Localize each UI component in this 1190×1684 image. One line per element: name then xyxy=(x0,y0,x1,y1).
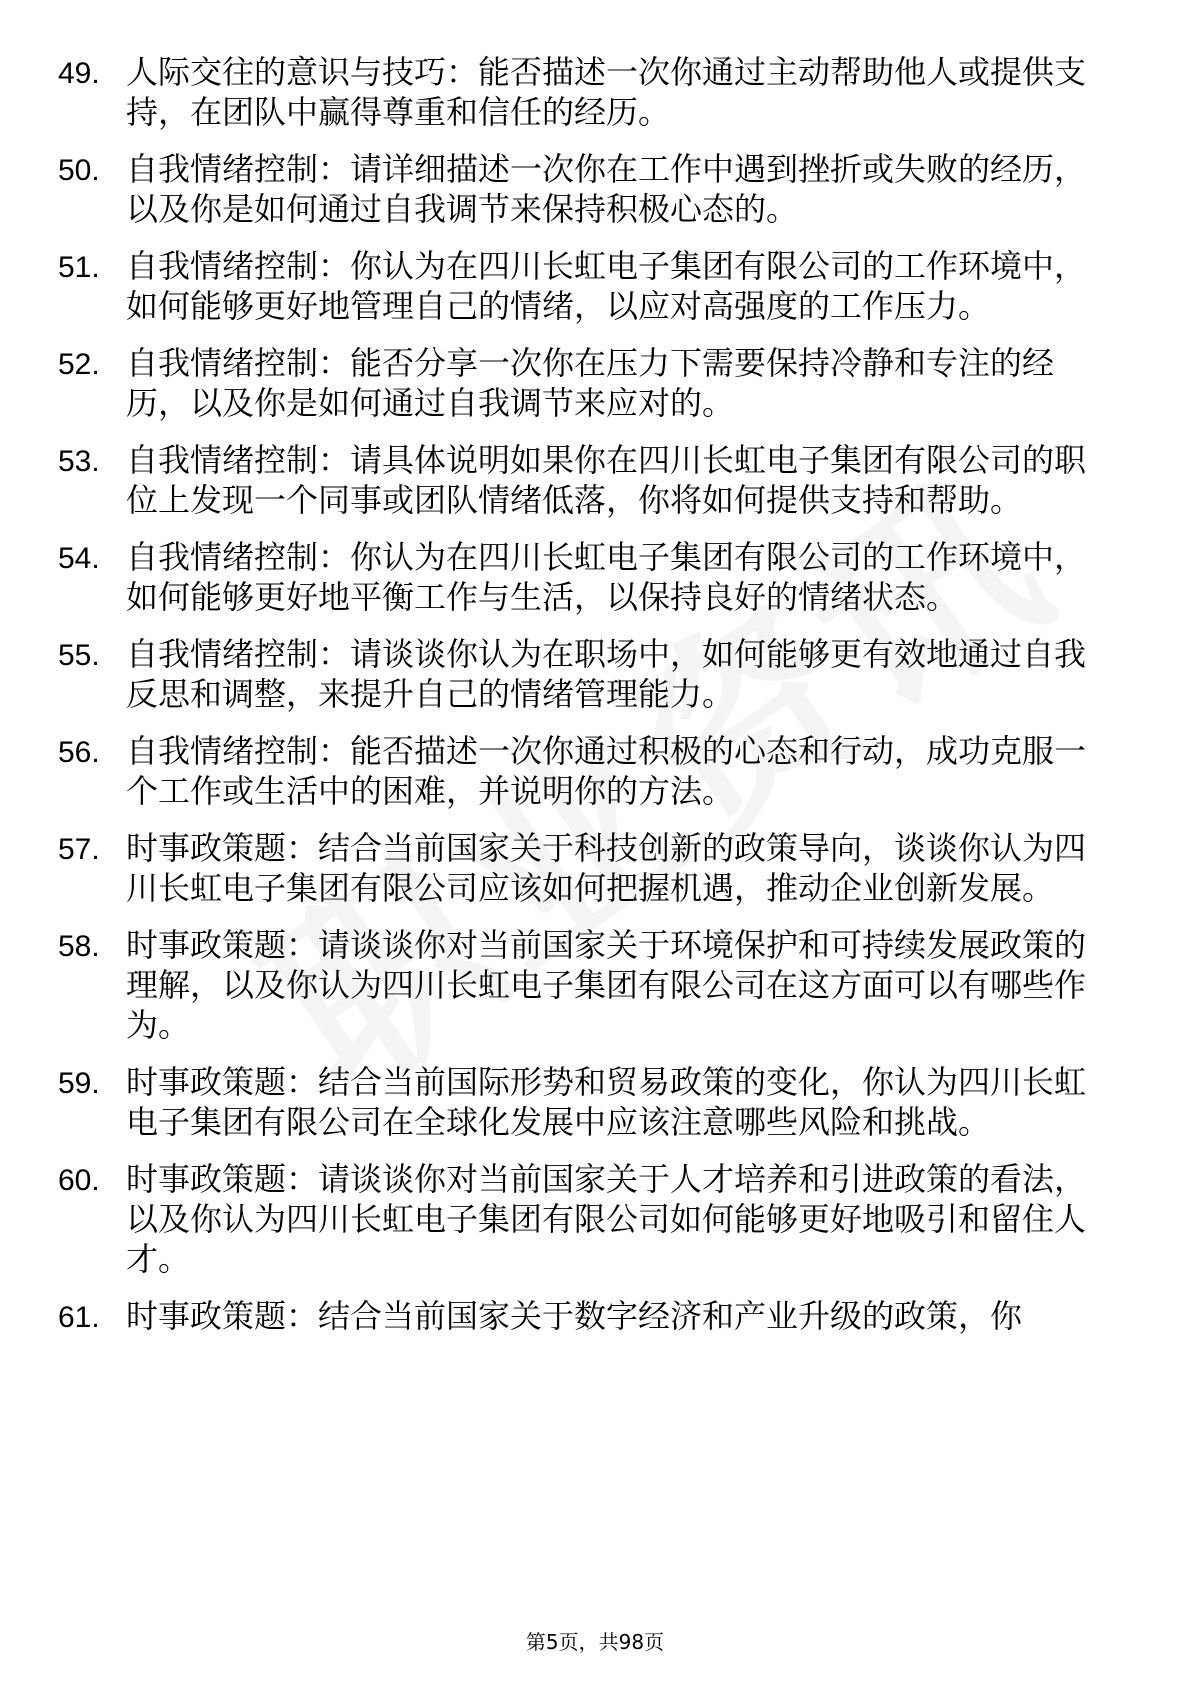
question-text: 时事政策题：结合当前国家关于数字经济和产业升级的政策，你 xyxy=(126,1297,1023,1335)
question-text: 人际交往的意识与技巧：能否描述一次你通过主动帮助他人或提供支持，在团队中赢得尊重和信任的经历。 xyxy=(126,53,1087,131)
question-text: 时事政策题：结合当前国家关于科技创新的政策导向，谈谈你认为四川长虹电子集团有限公司应该如何把握机遇，推动企业创新发展。 xyxy=(126,829,1087,907)
question-number: 58. xyxy=(58,930,100,963)
question-item xyxy=(58,828,1108,908)
question-item xyxy=(58,634,1108,714)
question-item xyxy=(58,440,1108,520)
question-item xyxy=(58,246,1108,326)
question-number: 55. xyxy=(58,639,100,672)
question-number: 54. xyxy=(58,542,100,575)
question-text: 自我情绪控制：请具体说明如果你在四川长虹电子集团有限公司的职位上发现一个同事或团队情绪低落，你将如何提供支持和帮助。 xyxy=(126,441,1087,519)
question-item xyxy=(58,537,1108,617)
question-item xyxy=(58,925,1108,1045)
question-text: 自我情绪控制：能否描述一次你通过积极的心态和行动，成功克服一个工作或生活中的困难，并说明你的方法。 xyxy=(126,732,1087,810)
question-number: 56. xyxy=(58,736,100,769)
question-item xyxy=(58,149,1108,229)
question-text: 自我情绪控制：请谈谈你认为在职场中，如何能够更有效地通过自我反思和调整，来提升自己的情绪管理能力。 xyxy=(126,635,1087,713)
question-number: 49. xyxy=(58,57,100,90)
question-text: 时事政策题：结合当前国际形势和贸易政策的变化，你认为四川长虹电子集团有限公司在全球化发展中应该注意哪些风险和挑战。 xyxy=(126,1063,1087,1141)
question-text: 自我情绪控制：你认为在四川长虹电子集团有限公司的工作环境中，如何能够更好地管理自己的情绪，以应对高强度的工作压力。 xyxy=(126,247,1087,325)
question-text: 自我情绪控制：你认为在四川长虹电子集团有限公司的工作环境中，如何能够更好地平衡工作与生活，以保持良好的情绪状态。 xyxy=(126,538,1087,616)
question-text: 时事政策题：请谈谈你对当前国家关于人才培养和引进政策的看法，以及你认为四川长虹电子集团有限公司如何能够更好地吸引和留住人才。 xyxy=(126,1160,1087,1278)
question-item xyxy=(58,52,1108,132)
question-item xyxy=(58,1296,1108,1338)
question-list xyxy=(58,52,1108,1355)
question-item xyxy=(58,1062,1108,1142)
question-text: 自我情绪控制：能否分享一次你在压力下需要保持冷静和专注的经历，以及你是如何通过自我调节来应对的。 xyxy=(126,344,1055,422)
question-item xyxy=(58,1159,1108,1279)
question-number: 52. xyxy=(58,348,100,381)
question-number: 61. xyxy=(58,1301,100,1334)
page-footer xyxy=(0,1628,1190,1656)
question-text: 时事政策题：请谈谈你对当前国家关于环境保护和可持续发展政策的理解，以及你认为四川长虹电子集团有限公司在这方面可以有哪些作为。 xyxy=(126,926,1087,1044)
question-number: 59. xyxy=(58,1067,100,1100)
question-item xyxy=(58,343,1108,423)
question-text: 自我情绪控制：请详细描述一次你在工作中遇到挫折或失败的经历，以及你是如何通过自我调节来保持积极心态的。 xyxy=(126,150,1087,228)
question-number: 51. xyxy=(58,251,100,284)
page-number-label: 第5页，共98页 xyxy=(525,1630,665,1654)
question-number: 57. xyxy=(58,833,100,866)
question-number: 60. xyxy=(58,1164,100,1197)
question-number: 53. xyxy=(58,445,100,478)
question-number: 50. xyxy=(58,154,100,187)
question-item xyxy=(58,731,1108,811)
